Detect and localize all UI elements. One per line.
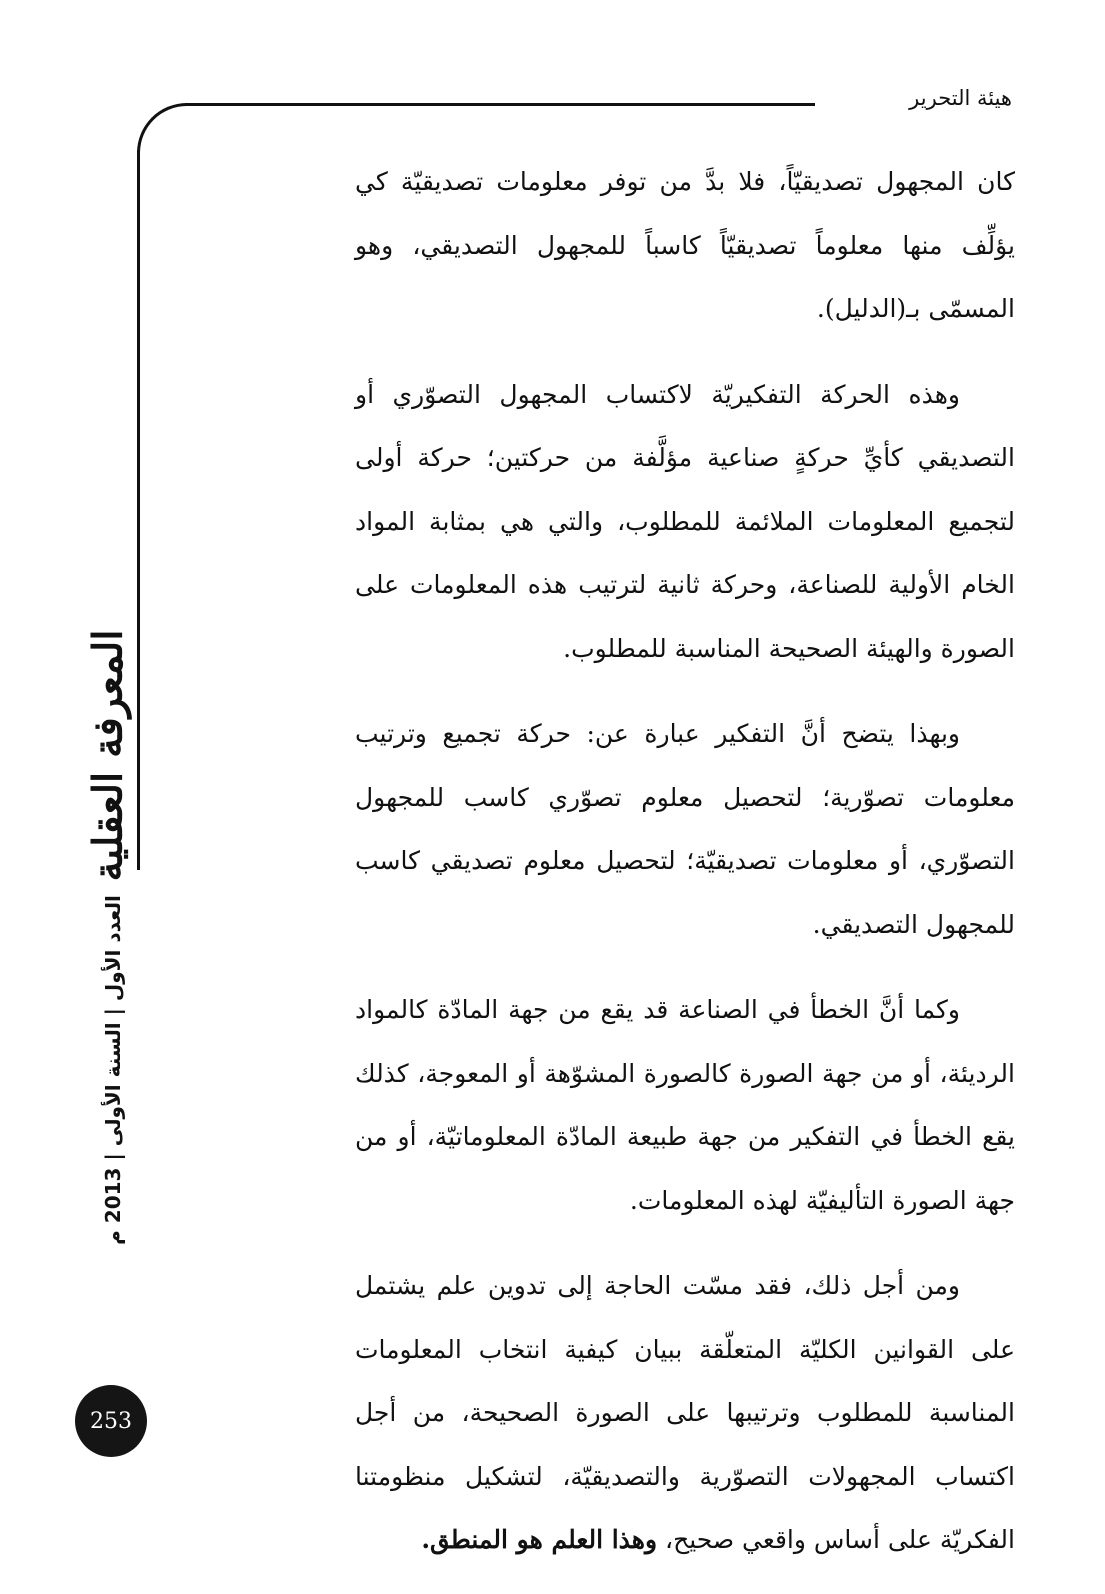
paragraph: وبهذا يتضح أنَّ التفكير عبارة عن: حركة تجميع وترتيب معلومات تصوّرية؛ لتحصيل معلوم تصوّري كاسب للمجهول التصوّري، أو معلومات تصديقيّة؛ لتحصيل معلوم تصديقي كاسب للمجهول التصديقي. [355, 719, 1015, 939]
page-number-badge [75, 1385, 147, 1457]
issue-info [68, 895, 158, 1245]
frame-top-rule [185, 103, 815, 106]
paragraph: كان المجهول تصديقيّاً، فلا بدَّ من توفر معلومات تصديقيّة كي يؤلِّف منها معلوماً تصديقيّاً كاسباً للمجهول التصديقي، وهو المسمّى بـ(الدليل). [355, 167, 1015, 323]
section-title: هيئة التحرير [909, 86, 1012, 110]
paragraph: وهذه الحركة التفكيريّة لاكتساب المجهول التصوّري أو التصديقي كأيِّ حركةٍ صناعية مؤلَّفة من حركتين؛ حركة أولى لتجميع المعلومات الملائمة للمطلوب، والتي هي بمثابة المواد الخام الأولية للصناعة، وحركة ثانية لترتيب هذه المعلومات على الصورة والهيئة الصحيحة المناسبة للمطلوب. [355, 379, 1015, 663]
paragraph-final-text: ومن أجل ذلك، فقد مسّت الحاجة إلى تدوين علم يشتمل على القوانين الكليّة المتعلّقة ببيان كيفية انتخاب المعلومات المناسبة للمطلوب وترتيبها على الصورة الصحيحة، من أجل اكتساب المجهولات التصوّرية والتصديقيّة، لتشكيل منظومتنا الفكريّة على أساس واقعي صحيح، [355, 1271, 1015, 1554]
journal-logo-text: المعرفة العقلية [84, 629, 132, 881]
frame-corner [137, 103, 200, 166]
issue-info-text: العدد الأول | السنة الأولى | 2013 م [101, 895, 125, 1245]
page-number: 253 [90, 1408, 132, 1434]
frame-left-rule [137, 150, 140, 870]
conclusion-bold-text: وهذا العلم هو المنطق. [421, 1525, 658, 1554]
journal-logo [80, 629, 136, 881]
paragraph-final [355, 1254, 1015, 1572]
article-body [355, 150, 1015, 1594]
paragraph: وكما أنَّ الخطأ في الصناعة قد يقع من جهة المادّة كالمواد الرديئة، أو من جهة الصورة كالصورة المشوّهة أو المعوجة، كذلك يقع الخطأ في التفكير من جهة طبيعة المادّة المعلوماتيّة، أو من جهة الصورة التأليفيّة لهذه المعلومات. [355, 995, 1015, 1215]
